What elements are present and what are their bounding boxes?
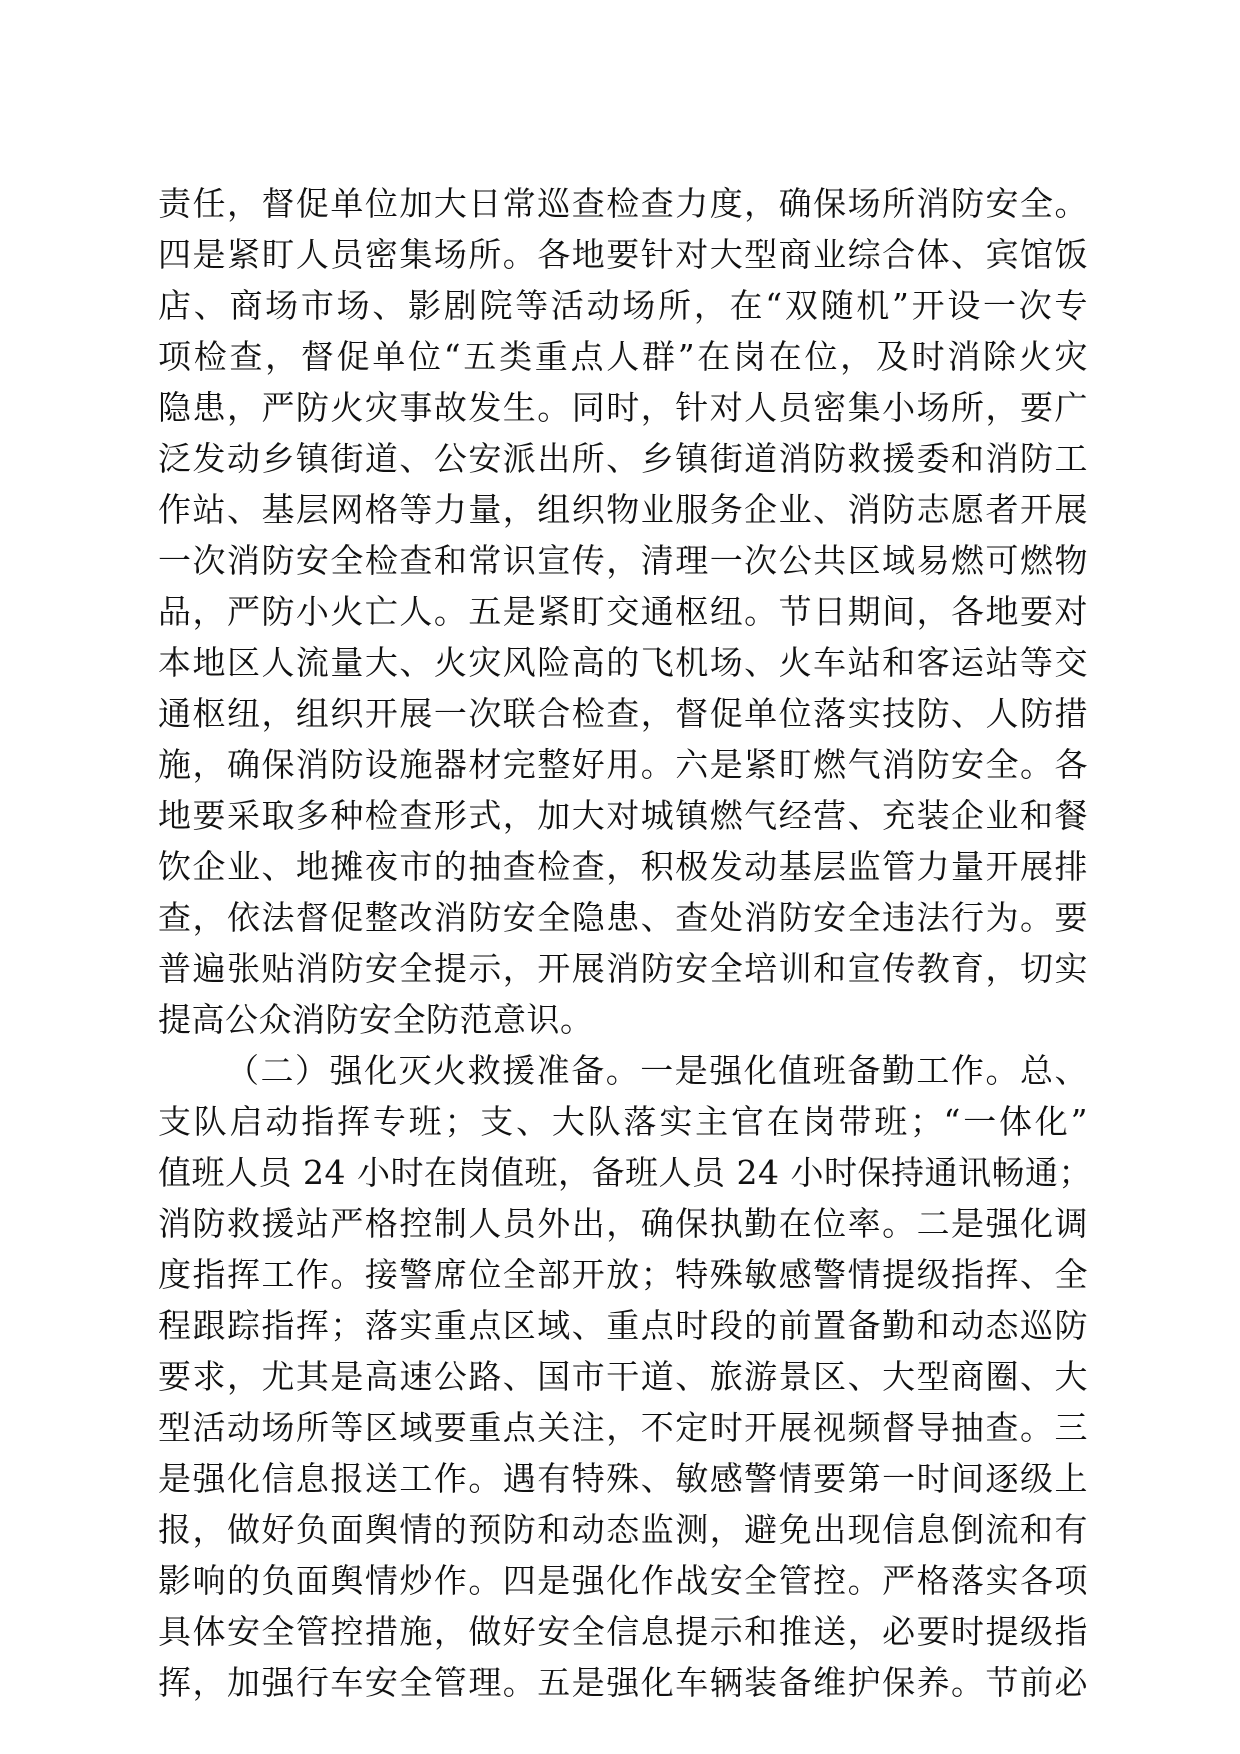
text-line-24: 要求，尤其是高速公路、国市干道、旅游景区、大型商圈、大 [158,1357,1088,1396]
text-line-5: 隐患，严防火灾事故发生。同时，针对人员密集小场所，要广 [158,388,1088,427]
text-line-10: 本地区人流量大、火灾风险高的飞机场、火车站和客运站等交 [158,643,1088,682]
text-line-19: 支队启动指挥专班；支、大队落实主官在岗带班；“一体化” [158,1102,1088,1141]
text-line-17: 提高公众消防安全防范意识。 [158,1000,594,1039]
text-line-9: 品，严防小火亡人。五是紧盯交通枢纽。节日期间，各地要对 [158,592,1088,631]
text-line-4: 项检查，督促单位“五类重点人群”在岗在位，及时消除火灾 [158,337,1088,376]
text-line-7: 作站、基层网格等力量，组织物业服务企业、消防志愿者开展 [158,490,1088,529]
text-line-25: 型活动场所等区域要重点关注，不定时开展视频督导抽查。三 [158,1408,1088,1447]
text-line-26: 是强化信息报送工作。遇有特殊、敏感警情要第一时间逐级上 [158,1459,1088,1498]
text-line-28: 影响的负面舆情炒作。四是强化作战安全管控。严格落实各项 [158,1561,1088,1600]
text-line-14: 饮企业、地摊夜市的抽查检查，积极发动基层监管力量开展排 [158,847,1088,886]
text-line-3: 店、商场市场、影剧院等活动场所，在“双随机”开设一次专 [158,286,1088,325]
text-line-11: 通枢纽，组织开展一次联合检查，督促单位落实技防、人防措 [158,694,1088,733]
text-line-12: 施，确保消防设施器材完整好用。六是紧盯燃气消防安全。各 [158,745,1088,784]
text-line-23: 程跟踪指挥；落实重点区域、重点时段的前置备勤和动态巡防 [158,1306,1088,1345]
text-line-15: 查，依法督促整改消防安全隐患、查处消防安全违法行为。要 [158,898,1088,937]
section-heading-line: （二）强化灭火救援准备。一是强化值班备勤工作。总、 [226,1051,1088,1090]
text-line-1: 责任，督促单位加大日常巡查检查力度，确保场所消防安全。 [158,184,1088,223]
text-line-22: 度指挥工作。接警席位全部开放；特殊敏感警情提级指挥、全 [158,1255,1088,1294]
text-line-6: 泛发动乡镇街道、公安派出所、乡镇街道消防救援委和消防工 [158,439,1088,478]
document-page [158,178,1092,1708]
text-line-8: 一次消防安全检查和常识宣传，清理一次公共区域易燃可燃物 [158,541,1088,580]
text-line-16: 普遍张贴消防安全提示，开展消防安全培训和宣传教育，切实 [158,949,1088,988]
text-line-30: 挥，加强行车安全管理。五是强化车辆装备维护保养。节前必 [158,1663,1088,1702]
text-line-21: 消防救援站严格控制人员外出，确保执勤在位率。二是强化调 [158,1204,1088,1243]
text-line-2: 四是紧盯人员密集场所。各地要针对大型商业综合体、宾馆饭 [158,235,1088,274]
text-line-13: 地要采取多种检查形式，加大对城镇燃气经营、充装企业和餐 [158,796,1088,835]
text-line-27: 报，做好负面舆情的预防和动态监测，避免出现信息倒流和有 [158,1510,1088,1549]
text-line-29: 具体安全管控措施，做好安全信息提示和推送，必要时提级指 [158,1612,1088,1651]
text-line-20: 值班人员 24 小时在岗值班，备班人员 24 小时保持通讯畅通； [158,1153,1092,1192]
